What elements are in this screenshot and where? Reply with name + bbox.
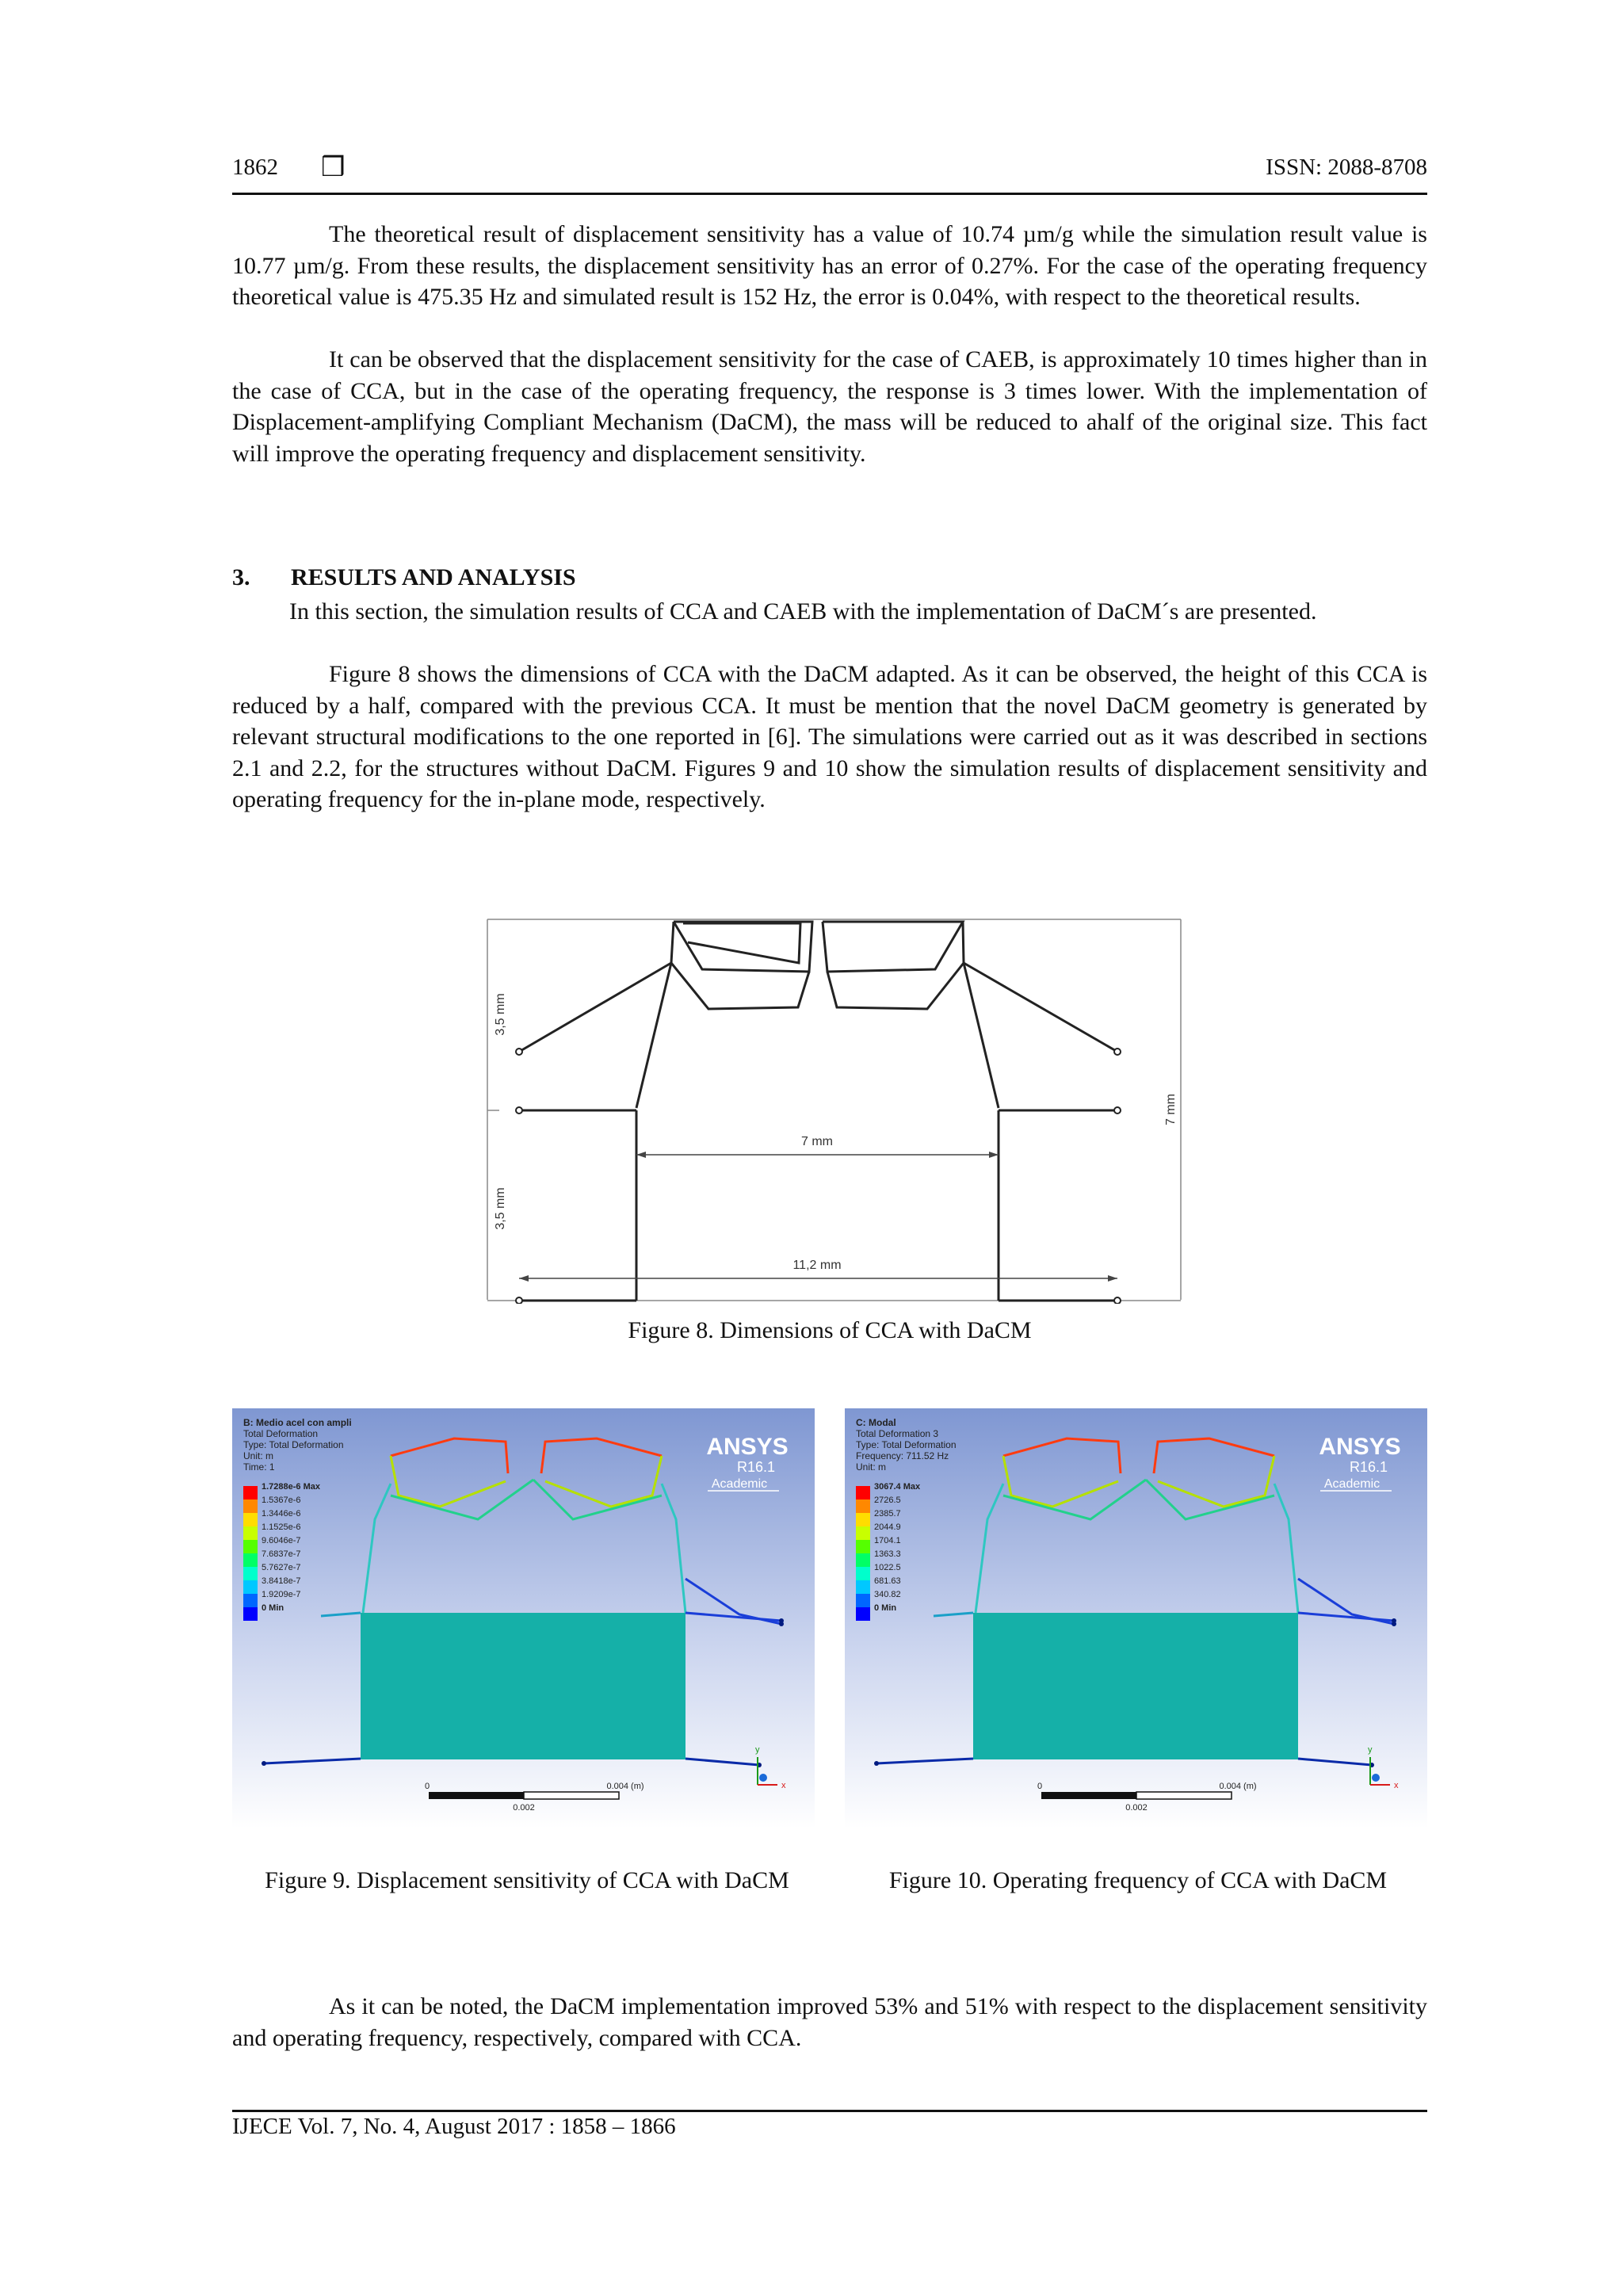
- legend-swatch: [243, 1540, 258, 1553]
- figure-9-caption: Figure 9. Displacement sensitivity of CCA with DaCM: [265, 1867, 789, 1893]
- fig10-scale-zero: 0: [1037, 1782, 1043, 1791]
- legend-label: 1.9209e-7: [262, 1590, 301, 1599]
- fig9-axis-y: y: [755, 1745, 760, 1755]
- page-number: 1862: [232, 155, 278, 180]
- figure-9-simulation: [232, 1408, 815, 1828]
- legend-label: 3.8418e-7: [262, 1576, 301, 1586]
- legend-swatch: [856, 1594, 870, 1607]
- fig9-version: R16.1: [736, 1459, 775, 1475]
- fig9-scale-mid: 0.002: [513, 1803, 535, 1813]
- fig10-scale-mid: 0.002: [1125, 1803, 1148, 1813]
- fig10-scale-end: 0.004 (m): [1219, 1782, 1257, 1791]
- fig9-line: Time: 1: [243, 1461, 275, 1473]
- legend-label: 0 Min: [874, 1603, 897, 1613]
- legend-swatch: [243, 1580, 258, 1594]
- fig9-axis-x: x: [781, 1781, 786, 1790]
- legend-swatch: [243, 1486, 258, 1499]
- legend-swatch: [243, 1526, 258, 1540]
- dim-inner-width: 7 mm: [801, 1135, 833, 1148]
- fig10-line: Unit: m: [856, 1461, 887, 1473]
- fig10-brand: ANSYS: [1319, 1434, 1401, 1460]
- paragraph-5: As it can be noted, the DaCM implementation improved 53% and 51% with respect to the displacement sensitivity and operating frequency, respectively, compared with CCA.: [232, 1993, 1427, 2051]
- fig10-line: Frequency: 711.52 Hz: [856, 1450, 949, 1461]
- paragraph-3: In this section, the simulation results of CCA and CAEB with the implementation of DaCM´s are presented.: [289, 598, 1317, 625]
- fig9-title: B: Medio acel con ampli: [243, 1417, 352, 1428]
- fig10-version: R16.1: [1349, 1459, 1388, 1475]
- figure-10-caption: Figure 10. Operating frequency of CCA with DaCM: [888, 1867, 1388, 1893]
- legend-swatch: [243, 1567, 258, 1580]
- figure-8-caption: Figure 8. Dimensions of CCA with DaCM: [628, 1317, 1032, 1343]
- legend-swatch: [243, 1499, 258, 1513]
- paragraph-4: Figure 8 shows the dimensions of CCA with the DaCM adapted. As it can be observed, the height of this CCA is reduced by a half, compared with the previous CCA. It must be mention that the novel DaCM geometry is generated by relevant structural modifications to the one reported in [6]. The simulations were carried out as it was described in sections 2.1 and 2.2, for the structures without DaCM. Figures 9 and 10 show the simulation results of displacement sensitivity and operating frequency for the in-plane mode, respectively.: [232, 661, 1427, 812]
- fig9-scale-zero: 0: [424, 1782, 430, 1791]
- legend-label: 2044.9: [874, 1522, 901, 1532]
- legend-label: 3067.4 Max: [874, 1482, 921, 1492]
- legend-label: 1.3446e-6: [262, 1509, 301, 1519]
- fig10-axis-x: x: [1394, 1781, 1399, 1790]
- legend-label: 1363.3: [874, 1549, 901, 1559]
- fig9-scale-end: 0.004 (m): [606, 1782, 644, 1791]
- fig9-line: Total Deformation: [243, 1428, 319, 1439]
- legend-label: 0 Min: [262, 1603, 285, 1613]
- dim-outer-width: 11,2 mm: [792, 1259, 842, 1272]
- legend-swatch: [856, 1540, 870, 1553]
- legend-label: 1.1525e-6: [262, 1522, 301, 1532]
- fig10-line: Type: Total Deformation: [856, 1439, 957, 1450]
- section-heading: 3. RESULTS AND ANALYSIS: [232, 564, 576, 590]
- legend-swatch: [243, 1607, 258, 1621]
- legend-swatch: [856, 1607, 870, 1621]
- fig9-edition: Academic: [711, 1477, 768, 1491]
- figure-8-drawing: [483, 915, 1185, 1304]
- legend-swatch: [243, 1513, 258, 1526]
- legend-swatch: [243, 1594, 258, 1607]
- legend-swatch: [856, 1567, 870, 1580]
- legend-label: 340.82: [874, 1590, 901, 1599]
- header-rule: [232, 193, 1427, 195]
- legend-swatch: [856, 1486, 870, 1499]
- paragraph-1: The theoretical result of displacement sensitivity has a value of 10.74 µm/g while the simulation result value is 10.77 µm/g. From these results, the displacement sensitivity has an error of 0.27%. For the case of the operating frequency theoretical value is 475.35 Hz and simulated result is 152 Hz, the error is 0.04%, with respect to the theoretical results.: [232, 221, 1427, 310]
- dim-bottom-height: 3,5 mm: [494, 1187, 507, 1230]
- fig10-axis-y: y: [1368, 1745, 1373, 1755]
- legend-label: 1.5367e-6: [262, 1496, 301, 1505]
- legend-swatch: [856, 1553, 870, 1567]
- paragraph-2: It can be observed that the displacement sensitivity for the case of CAEB, is approximately 10 times higher than in the case of CCA, but in the case of the operating frequency, the response is 3 times lower. With the implementation of Displacement-amplifying Compliant Mechanism (DaCM), the mass will be reduced to ahalf of the original size. This fact will improve the operating frequency and displacement sensitivity.: [232, 346, 1427, 467]
- legend-swatch: [243, 1553, 258, 1567]
- legend-swatch: [856, 1513, 870, 1526]
- legend-label: 1022.5: [874, 1563, 901, 1572]
- fig10-edition: Academic: [1323, 1477, 1381, 1491]
- dim-top-height: 3,5 mm: [494, 993, 507, 1036]
- legend-swatch: [856, 1580, 870, 1594]
- legend-label: 1.7288e-6 Max: [262, 1482, 320, 1492]
- fig10-line: Total Deformation 3: [856, 1428, 939, 1439]
- legend-label: 2726.5: [874, 1496, 901, 1505]
- legend-label: 681.63: [874, 1576, 901, 1586]
- fig10-title: C: Modal: [856, 1417, 896, 1428]
- legend-swatch: [856, 1499, 870, 1513]
- legend-label: 9.6046e-7: [262, 1536, 301, 1545]
- legend-label: 5.7627e-7: [262, 1563, 301, 1572]
- fig9-line: Unit: m: [243, 1450, 274, 1461]
- legend-label: 1704.1: [874, 1536, 901, 1545]
- legend-swatch: [856, 1526, 870, 1540]
- fig9-brand: ANSYS: [706, 1434, 789, 1460]
- legend-label: 2385.7: [874, 1509, 901, 1519]
- issn: ISSN: 2088-8708: [1266, 155, 1427, 180]
- dim-total-height: 7 mm: [1164, 1094, 1178, 1125]
- header-box-icon: ❒: [321, 153, 346, 182]
- footer-rule: [232, 2110, 1427, 2112]
- figure-10-simulation: [845, 1408, 1427, 1828]
- footer-journal: IJECE Vol. 7, No. 4, August 2017 : 1858 – 1866: [232, 2114, 676, 2139]
- fig9-line: Type: Total Deformation: [243, 1439, 344, 1450]
- legend-label: 7.6837e-7: [262, 1549, 301, 1559]
